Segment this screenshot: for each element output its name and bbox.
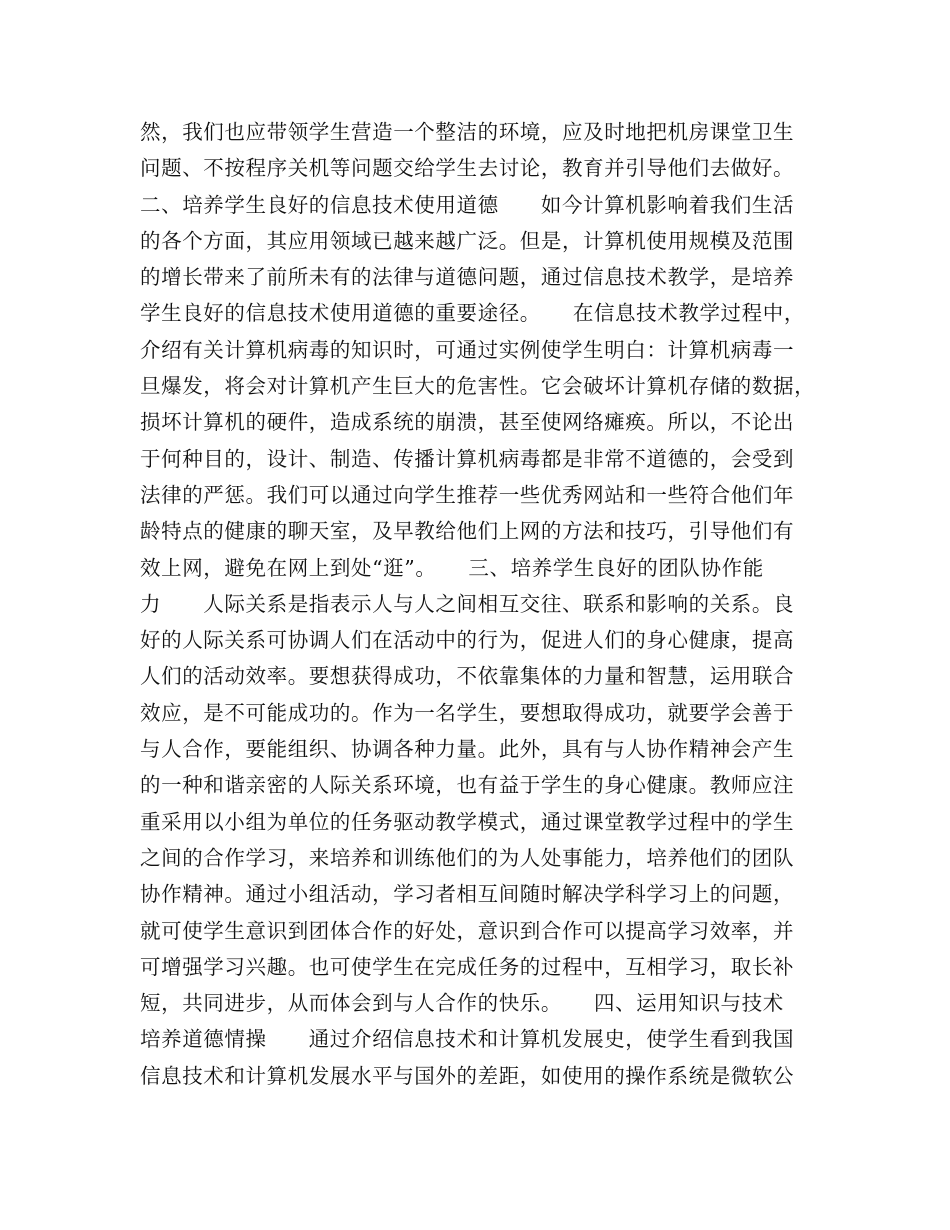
text-line: 协作精神。通过小组活动，学习者相互间随时解决学科学习上的问题，	[140, 882, 795, 907]
text-line: 问题、不按程序关机等问题交给学生去讨论，教育并引导他们去做好。	[140, 156, 795, 181]
text-line: 的各个方面，其应用领域已越来越广泛。但是，计算机使用规模及范围	[140, 228, 795, 253]
text-line: 之间的合作学习，来培养和训练他们的为人处事能力，培养他们的团队	[140, 845, 795, 870]
text-line: 损坏计算机的硬件，造成系统的崩溃，甚至使网络瘫痪。所以，不论出	[140, 410, 795, 435]
text-line: 的一种和谐亲密的人际关系环境，也有益于学生的身心健康。教师应注	[140, 773, 795, 798]
text-line: 可增强学习兴趣。也可使学生在完成任务的过程中，互相学习，取长补	[140, 954, 795, 979]
body-text	[140, 114, 830, 1094]
text-line: 于何种目的，设计、制造、传播计算机病毒都是非常不道德的，会受到	[140, 446, 795, 471]
text-line: 重采用以小组为单位的任务驱动教学模式，通过课堂教学过程中的学生	[140, 809, 795, 834]
text-line: 龄特点的健康的聊天室，及早教给他们上网的方法和技巧，引导他们有	[140, 519, 795, 544]
text-line: 效应，是不可能成功的。作为一名学生，要想取得成功，就要学会善于	[140, 700, 795, 725]
text-line: 然，我们也应带领学生营造一个整洁的环境，应及时地把机房课堂卫生	[140, 120, 795, 144]
text-line: 学生良好的信息技术使用道德的重要途径。 在信息技术教学过程中，	[140, 301, 805, 326]
text-line: 介绍有关计算机病毒的知识时，可通过实例使学生明白：计算机病毒一	[140, 337, 795, 362]
text-line: 培养道德情操 通过介绍信息技术和计算机发展史，使学生看到我国	[140, 1027, 795, 1052]
text-line: 好的人际关系可协调人们在活动中的行为，促进人们的身心健康，提高	[140, 628, 795, 653]
text-line: 旦爆发，将会对计算机产生巨大的危害性。它会破坏计算机存储的数据，	[140, 374, 816, 399]
text-line: 法律的严惩。我们可以通过向学生推荐一些优秀网站和一些符合他们年	[140, 482, 795, 507]
text-line: 的增长带来了前所未有的法律与道德问题，通过信息技术教学，是培养	[140, 265, 795, 290]
text-line: 效上网，避免在网上到处“逛”。 三、培养学生良好的团队协作能	[140, 555, 764, 580]
text-line: 与人合作，要能组织、协调各种力量。此外，具有与人协作精神会产生	[140, 737, 795, 762]
text-line: 就可使学生意识到团体合作的好处，意识到合作可以提高学习效率，并	[140, 918, 795, 943]
text-line: 短，共同进步，从而体会到与人合作的快乐。 四、运用知识与技术	[140, 991, 784, 1016]
text-line: 力 人际关系是指表示人与人之间相互交往、联系和影响的关系。良	[140, 591, 795, 616]
text-line: 信息技术和计算机发展水平与国外的差距，如使用的操作系统是微软公	[140, 1063, 795, 1088]
text-line: 人们的活动效率。要想获得成功，不依靠集体的力量和智慧，运用联合	[140, 664, 795, 689]
text-line: 二、培养学生良好的信息技术使用道德 如今计算机影响着我们生活	[140, 192, 795, 217]
